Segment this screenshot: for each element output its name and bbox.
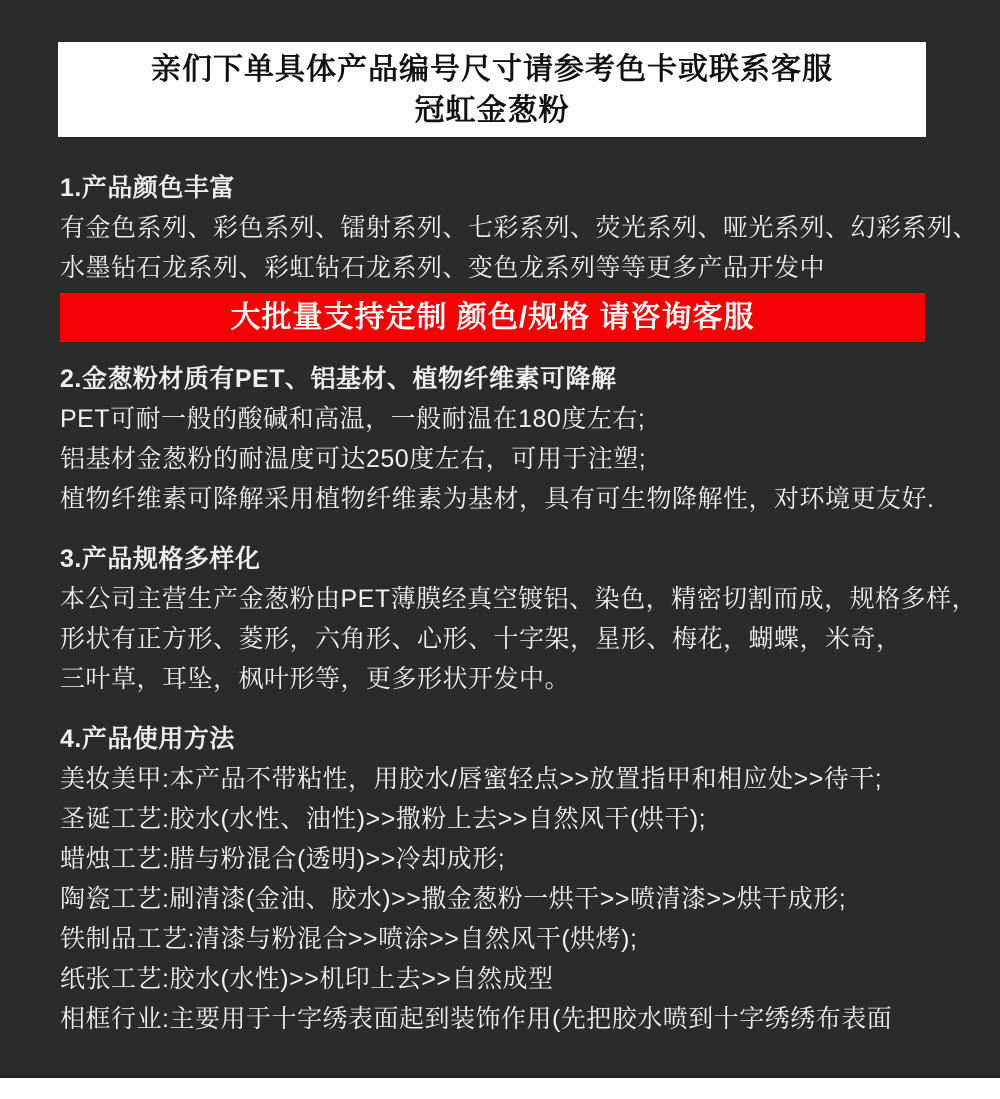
section-4-line: 纸张工艺:胶水(水性)>>机印上去>>自然成型 bbox=[60, 965, 554, 993]
product-name-title: 冠虹金葱粉 bbox=[414, 93, 570, 127]
section-1-title: 1.产品颜色丰富 bbox=[60, 174, 235, 202]
section-1-line: 水墨钻石龙系列、彩虹钻石龙系列、变色龙系列等等更多产品开发中 bbox=[60, 254, 826, 282]
section-4-line: 圣诞工艺:胶水(水性、油性)>>撒粉上去>>自然风干(烘干); bbox=[60, 805, 707, 833]
section-4-line: 相框行业:主要用于十字绣表面起到装饰作用(先把胶水喷到十字绣绣布表面 bbox=[60, 1005, 893, 1033]
section-4-title: 4.产品使用方法 bbox=[60, 725, 235, 753]
section-4-line: 蜡烛工艺:腊与粉混合(透明)>>冷却成形; bbox=[60, 845, 506, 873]
section-usage-methods bbox=[60, 719, 932, 1039]
section-materials bbox=[60, 359, 935, 519]
header-notice-box bbox=[58, 42, 926, 137]
header-notice-text: 亲们下单具体产品编号尺寸请参考色卡或联系客服 bbox=[151, 52, 833, 86]
custom-order-banner: 大批量支持定制 颜色/规格 请咨询客服 bbox=[60, 293, 925, 342]
section-2-line: 植物纤维素可降解采用植物纤维素为基材，具有可生物降解性，对环境更友好. bbox=[60, 485, 935, 513]
section-product-colors bbox=[60, 168, 979, 288]
section-1-line: 有金色系列、彩色系列、镭射系列、七彩系列、荧光系列、哑光系列、幻彩系列、 bbox=[60, 214, 979, 242]
section-3-line: 形状有正方形、菱形，六角形、心形、十字架，星形、梅花，蝴蝶，米奇， bbox=[60, 625, 902, 653]
description-content bbox=[60, 168, 979, 1039]
section-4-line: 铁制品工艺:清漆与粉混合>>喷涂>>自然风干(烘烤); bbox=[60, 925, 638, 953]
section-3-line: 三叶草，耳坠，枫叶形等，更多形状开发中。 bbox=[60, 665, 571, 693]
section-2-line: 铝基材金葱粉的耐温度可达250度左右，可用于注塑; bbox=[60, 445, 647, 473]
section-4-line: 陶瓷工艺:刷清漆(金油、胶水)>>撒金葱粉一烘干>>喷清漆>>烘干成形; bbox=[60, 885, 847, 913]
section-3-title: 3.产品规格多样化 bbox=[60, 545, 261, 573]
section-2-title: 2.金葱粉材质有PET、铝基材、植物纤维素可降解 bbox=[60, 365, 617, 393]
section-2-line: PET可耐一般的酸碱和高温，一般耐温在180度左右; bbox=[60, 405, 646, 433]
bottom-white-strip bbox=[0, 1078, 1000, 1096]
section-4-line: 美妆美甲:本产品不带粘性，用胶水/唇蜜轻点>>放置指甲和相应处>>待干; bbox=[60, 765, 883, 793]
section-specifications bbox=[60, 539, 978, 699]
section-3-line: 本公司主营生产金葱粉由PET薄膜经真空镀铝、染色，精密切割而成，规格多样， bbox=[60, 585, 978, 613]
